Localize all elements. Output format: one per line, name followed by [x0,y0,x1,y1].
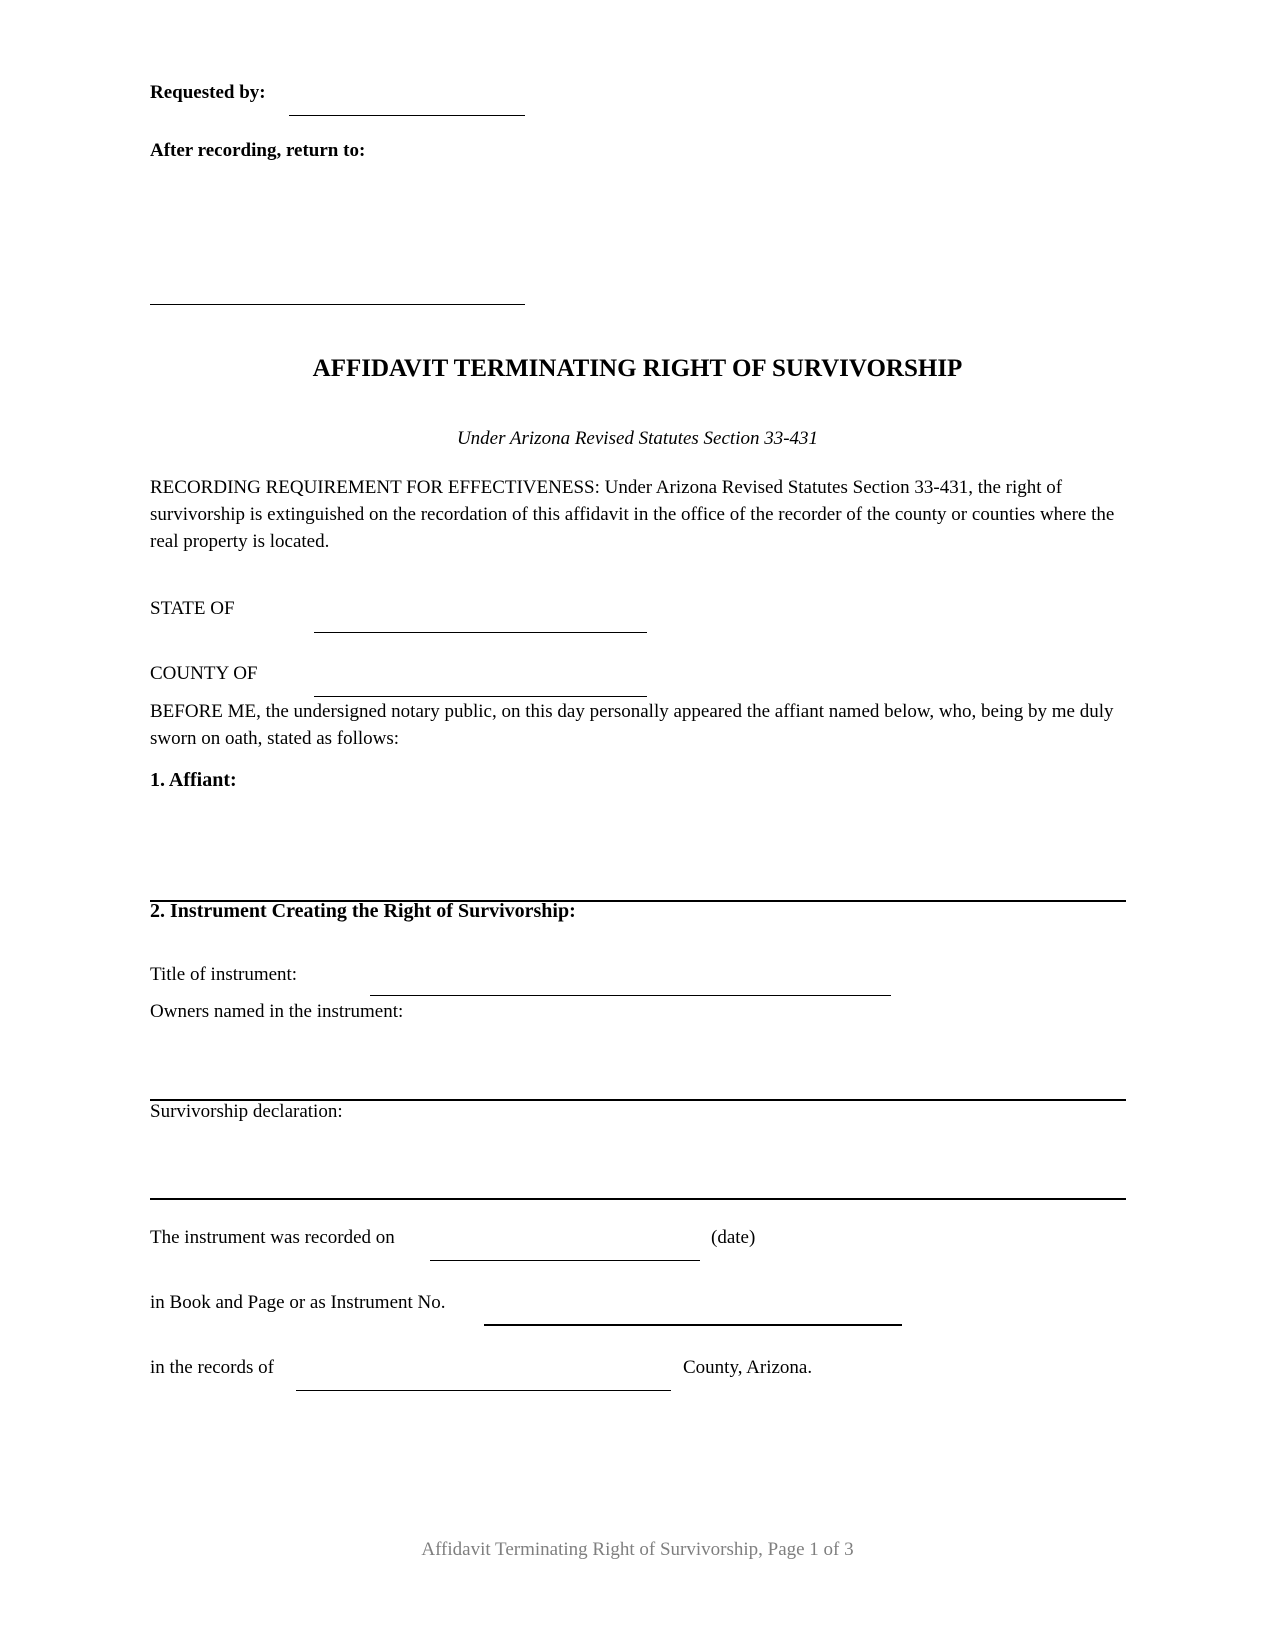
date-label: (date) [711,1227,756,1248]
state-label: STATE OF [150,598,235,619]
county-field[interactable] [314,696,647,697]
document-title: AFFIDAVIT TERMINATING RIGHT OF SURVIVORSHIP [312,355,963,382]
survivorship-declaration-field[interactable] [150,1198,1126,1200]
section-1-heading: 1. Affiant: [150,769,237,791]
records-of-label: in the records of [150,1357,274,1378]
section-2-heading: 2. Instrument Creating the Right of Survivorship: [150,900,576,922]
book-page-label: in Book and Page or as Instrument No. [150,1292,446,1313]
before-me-paragraph: BEFORE ME, the undersigned notary public, on this day personally appeared the affiant named below, who, being by me duly sworn on oath, stated as follows: [150,701,1114,749]
county-label: COUNTY OF [150,663,258,684]
survivorship-declaration-label: Survivorship declaration: [150,1101,343,1122]
county-arizona-label: County, Arizona. [683,1357,813,1378]
owners-named-label: Owners named in the instrument: [150,1001,404,1022]
recorded-on-label: The instrument was recorded on [150,1227,395,1248]
document-subtitle: Under Arizona Revised Statutes Section 33-431 [456,428,819,449]
page-footer: Affidavit Terminating Right of Survivorship, Page 1 of 3 [421,1539,854,1560]
requested-by-label: Requested by: [150,82,266,103]
title-of-instrument-field[interactable] [370,995,891,996]
recorded-date-field[interactable] [430,1260,700,1261]
state-field[interactable] [314,632,647,633]
requested-by-field[interactable] [289,115,525,116]
return-to-label: After recording, return to: [150,140,366,161]
recording-requirement-paragraph: RECORDING REQUIREMENT FOR EFFECTIVENESS: Under Arizona Revised Statutes Section 33-431, the right of survivorship is extinguished on the recordation of this affidavit in the office of the recorder of the county or counties where the real property is located. [150,477,1115,552]
records-county-field[interactable] [296,1390,671,1391]
return-to-field[interactable] [150,304,525,305]
title-of-instrument-label: Title of instrument: [150,964,298,985]
instrument-number-field[interactable] [484,1324,902,1326]
